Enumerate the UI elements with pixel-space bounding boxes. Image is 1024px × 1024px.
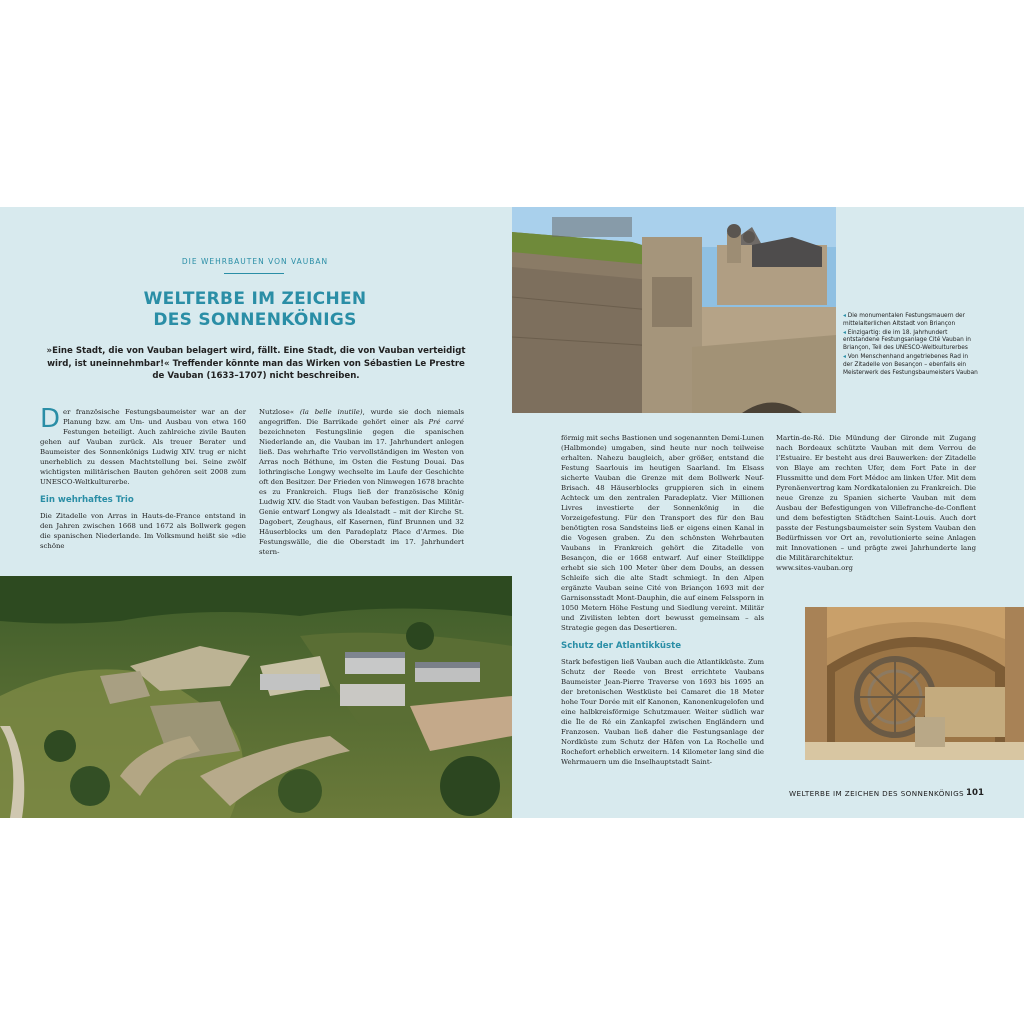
running-footer: WELTERBE IM ZEICHEN DES SONNENKÖNIGS	[789, 789, 964, 798]
paragraph-longwy	[259, 407, 464, 557]
italic-run: (la belle inutile)	[299, 408, 363, 416]
text-column-4	[776, 433, 976, 573]
subheading-atlantic: Schutz der Atlantikküste	[561, 641, 682, 651]
caption-arrow-icon: ◂	[843, 329, 846, 336]
besancon-wheel-illustration	[805, 607, 1024, 760]
magazine-spread	[0, 207, 1024, 818]
text-column-2	[259, 407, 464, 557]
caption-2	[843, 330, 978, 353]
subheading-trio: Ein wehrhaftes Trio	[40, 495, 134, 505]
text-run: bezeichneten Festungslinie gegen die spanischen Niederlande an, die Vauban im 17. Jahrhundert anlegen ließ. Das wehrhafte Trio vervollständigen im Westen von Arras noch Béthune, im Osten die Festung Douai. Das lothringische Longwy wechselte im Laufe der Geschichte oft den Besitzer. Der Frieden von Nimwegen 1678 brachte es zu Frankreich. Flugs ließ der französische König Ludwig XIV. die Stadt von Vauban befestigen. Das Militär-Genie entwarf Longwy als Idealstadt – mit der Kirche St. Dagobert, Zeughaus, elf Kasernen, fünf Brunnen und 32 Häuserblocks um den Paradeplatz Place d’Armes. Die Festungswälle, die die Oberstadt im 17. Jahrhundert stern-	[259, 428, 464, 556]
aerial-fortress-photo	[0, 576, 512, 818]
text-column-1	[40, 404, 246, 551]
briancon-walls-illustration	[512, 207, 836, 413]
caption-3	[843, 354, 978, 377]
drop-cap: D	[40, 404, 61, 434]
title-line-1: WELTERBE IM ZEICHEN	[143, 289, 367, 309]
italic-run: Pré carré	[428, 418, 464, 426]
kicker-rule	[224, 273, 284, 274]
caption-3-text: Von Menschenhand angetriebenes Rad in der Zitadelle von Besançon – ebenfalls ein Meisterwerk des Festungsbaumeisters Vauban	[843, 353, 978, 376]
briancon-walls-photo	[512, 207, 836, 413]
caption-arrow-icon: ◂	[843, 313, 846, 319]
title-line-2: DES SONNENKÖNIGS	[153, 310, 357, 330]
paragraph-arras: Die Zitadelle von Arras in Hauts-de-France entstand in den Jahren zwischen 1668 und 1672 als Bollwerk gegen die spanischen Niederlande. Im Volksmund heißt sie »die schöne	[40, 512, 246, 550]
besancon-wheel-photo	[805, 607, 1024, 760]
caption-1-text: Die monumentalen Festungsmauern der mittelalterlichen Altstadt von Briançon	[843, 313, 965, 327]
text-run: , wurde sie doch niemals angegriffen. Die Barrikade gehört einer als	[259, 408, 464, 426]
article-title	[110, 289, 400, 331]
paragraph-gironde: Martin-de-Ré. Die Mündung der Gironde mit Zugang nach Bordeaux schützte Vauban mit dem Verrou de l’Estuaire. Er besteht aus drei Bauwerken: der Zitadelle von Blaye am rechten Ufer, dem Fort Pate in der Flussmitte und dem Fort Médoc am linken Ufer. Mit dem Pyrenäenvertrag kam Nordkatalonien zu Frankreich. Die neue Grenze zu Spanien sicherte Vauban mit dem Ausbau der Befestigungen von Villefranche-de-Conflent und dem befestigten Städtchen Saint-Louis. Auch dort passte der Festungsbaumeister sein System Vauban den Bedürfnissen vor Ort an, revolutionierte seine Anlagen mit Innovationen – und prägte zwei Jahrhunderte lang die Militärarchitektur.	[776, 434, 976, 562]
page-number: 101	[966, 788, 984, 798]
section-kicker: DIE WEHRBAUTEN VON VAUBAN	[181, 257, 329, 266]
caption-1	[843, 313, 978, 329]
caption-2-text: Einzigartig: die im 18. Jahrhundert entstandene Festungsanlage Cité Vauban in Briançon, Teil des UNESCO-Weltkulturerbes	[843, 329, 971, 352]
aerial-fortress-illustration	[0, 576, 512, 818]
paragraph-atlantic: Stark befestigen ließ Vauban auch die Atlantikküste. Zum Schutz der Reede von Brest errichtete Vaubans Baumeister Jean-Pierre Traverse von 1693 bis 1695 an der bretonischen Westküste bei Camaret die 18 Meter hohe Tour Dorée mit elf Kanonen, Kanonenkugelofen und eine halbkreisförmige Schutzmauer. Weiter südlich war die Île de Ré ein Zankapfel zwischen Engländern und Franzosen. Vauban ließ daher die Festungsanlage der Nordküste zum Schutz der Häfen von La Rochelle und Rochefort erheblich erweitern. 14 Kilometer lang sind die Wehrmauern um die Inselhauptstadt Saint-	[561, 658, 764, 766]
text-run: Nutzlose«	[259, 408, 300, 416]
text-column-3	[561, 433, 764, 767]
paragraph-saarlouis: förmig mit sechs Bastionen und sogenannten Demi-Lunen (Halbmonde) umgaben, sind heute nur noch teilweise erhalten. Nahezu baugleich, aber größer, entstand die Festung Saarlouis im heutigen Saarland. Im Elsass sicherte Vauban die Grenze mit dem Bollwerk Neuf-Brisach. 48 Häuserblocks gruppieren sich in einem Achteck um den zentralen Paradeplatz. Vier Millionen Livres investierte der Sonnenkönig in die Vorzeigefestung. Für den Transport des für den Bau benötigten rosa Sandsteins ließ er eigens einen Kanal in die Vogesen graben. Zu den schönsten Wehrbauten Vaubans in Frankreich gehört die Zitadelle von Besançon, die er 1668 entwarf. Auf einer Steilklippe erhebt sie sich 100 Meter über dem Doubs, an dessen Schleife sich die alte Stadt schmiegt. In den Alpen ergänzte Vauban seine Cité von Briançon 1693 mit der Garnisonsstadt Mont-Dauphin, die auf einem Felssporn in 1050 Metern Höhe Festung und Siedlung vereint. Militär und Zivilisten lebten dort bewusst gemeinsam – als Strategie gegen das Desertieren.	[561, 434, 764, 632]
photo-captions	[843, 313, 978, 378]
intro-text: er französische Festungsbaumeister war an der Planung bzw. am Um- und Ausbau von etwa 160 Festungen beteiligt. Auch zahlreiche zivile Bauten gehen auf Vauban zurück. Als treuer Berater und Baumeister des Sonnenkönigs Ludwig XIV. trug er nicht unerheblich zu dessen Machtstellung bei. Seine zwölf wichtigsten militärischen Bauten gehören seit 2008 zum UNESCO-Weltkulturerbe.	[40, 408, 246, 486]
lead-paragraph: »Eine Stadt, die von Vauban belagert wird, fällt. Eine Stadt, die von Vauban verteidigt wird, ist uneinnehmbar!« Treffender könnte man das Wirken von Sébastien Le Prestre de Vauban (1633–1707) nicht beschreiben.	[46, 346, 466, 382]
caption-arrow-icon: ◂	[843, 353, 846, 360]
website-link[interactable]: www.sites-vauban.org	[776, 564, 853, 572]
intro-paragraph	[40, 404, 246, 487]
